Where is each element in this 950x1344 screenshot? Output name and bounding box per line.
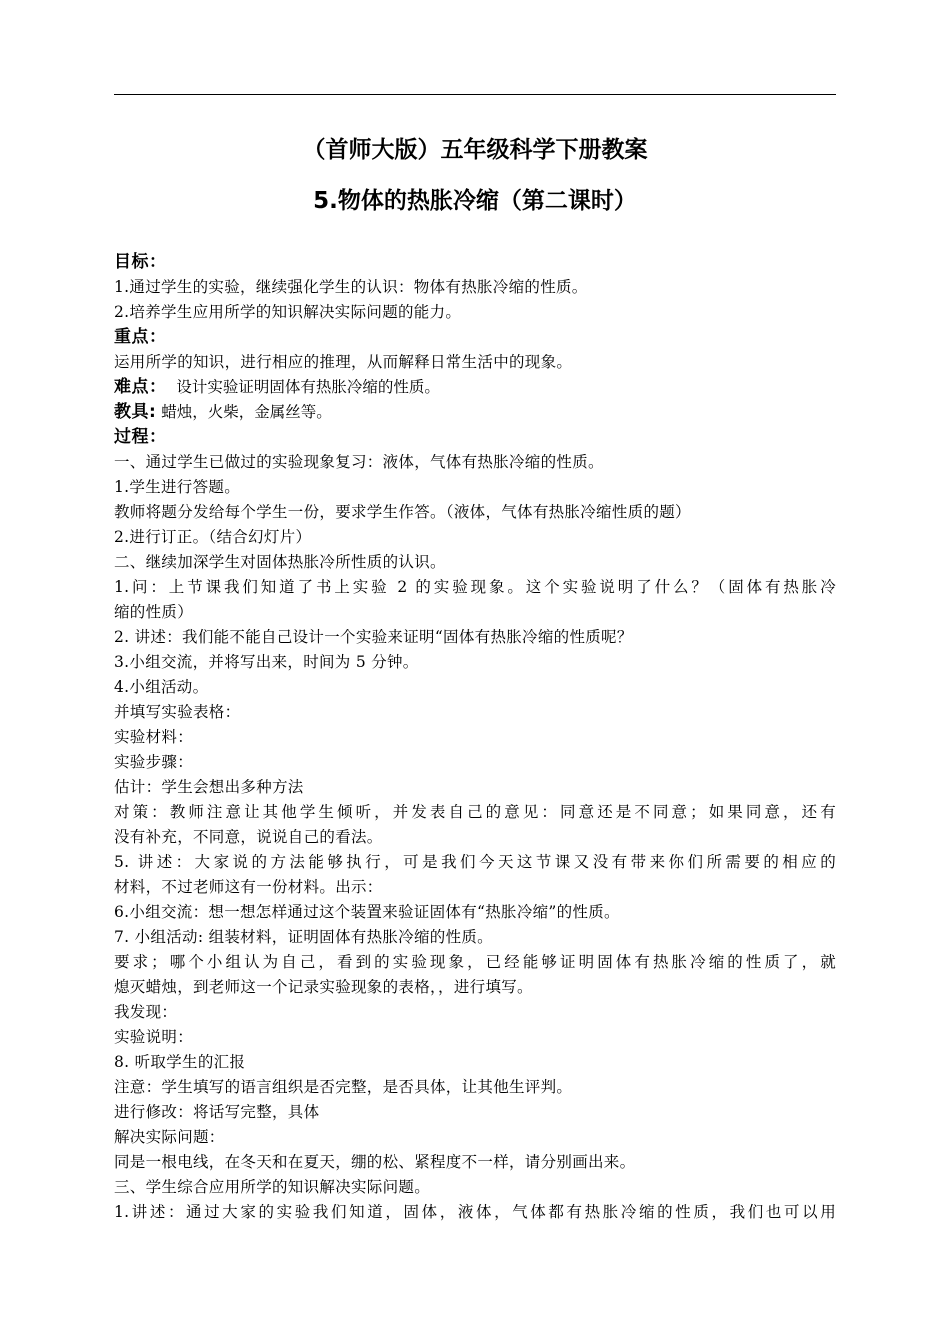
process-line: 3.小组交流，并将写出来，时间为 5 分钟。 [114, 653, 419, 671]
process-line: 材料，不过老师这有一份材料。出示： [114, 878, 383, 896]
process-line: 5. 讲述：大家说的方法能够执行，可是我们今天这节课又没有带来你们所需要的相应的 [114, 853, 836, 871]
process-line: 实验说明： [114, 1028, 194, 1046]
process-line: 三、学生综合应用所学的知识解决实际问题。 [114, 1178, 431, 1196]
process-line: 熄灭蜡烛，到老师这一个记录实验现象的表格，，进行填写。 [114, 978, 533, 996]
process-line: 要求；哪个小组认为自己，看到的实验现象，已经能够证明固体有热胀冷缩的性质了，就 [114, 953, 836, 971]
process-line: 1.学生进行答题。 [114, 478, 240, 496]
document-title: （首师大版）五年级科学下册教案 [302, 137, 648, 163]
process-line: 2.进行订正。（结合幻灯片） [114, 528, 312, 546]
process-line: 4.小组活动。 [114, 678, 209, 696]
lesson-subtitle: 5.物体的热胀冷缩（第二课时） [313, 188, 637, 214]
objective-line: 1.通过学生的实验，继续强化学生的认识：物体有热胀冷缩的性质。 [114, 278, 588, 296]
process-line: 解决实际问题： [114, 1128, 225, 1146]
process-line: 1.问：上节课我们知道了书上实验 2 的实验现象。这个实验说明了什么？（固体有热胀冷 [114, 578, 836, 596]
process-line: 我发现： [114, 1003, 178, 1021]
process-line: 注意：学生填写的语言组织是否完整，是否具体，让其他生评判。 [114, 1078, 573, 1096]
process-line: 估计：学生会想出多种方法 [114, 778, 304, 796]
process-heading-row [114, 425, 836, 450]
materials-heading: 教具: [114, 402, 157, 422]
process-line: 二、继续加深学生对固体热胀冷所性质的认识。 [114, 553, 446, 571]
process-line: 7. 小组活动: 组装材料，证明固体有热胀冷缩的性质。 [114, 928, 493, 946]
objectives-heading-row [114, 250, 836, 275]
difficulties-row [114, 375, 836, 400]
difficulties-heading: 难点： [114, 377, 167, 397]
process-line: 1.讲述：通过大家的实验我们知道，固体，液体，气体都有热胀冷缩的性质，我们也可以用 [114, 1203, 836, 1221]
process-line: 8. 听取学生的汇报 [114, 1053, 246, 1071]
process-line: 缩的性质） [114, 603, 194, 621]
process-lines [114, 450, 836, 1225]
objective-line: 2.培养学生应用所学的知识解决实际问题的能力。 [114, 303, 462, 321]
process-line: 2. 讲述：我们能不能自己设计一个实验来证明“固体有热胀冷缩的性质呢？ [114, 628, 633, 646]
header-rule [114, 94, 836, 95]
process-line: 并填写实验表格： [114, 703, 241, 721]
process-line: 实验材料： [114, 728, 194, 746]
process-line: 实验步骤： [114, 753, 194, 771]
process-line: 同是一根电线，在冬天和在夏天，绷的松、紧程度不一样，请分别画出来。 [114, 1153, 636, 1171]
lesson-body [114, 250, 836, 1225]
process-line: 对策：教师注意让其他学生倾听，并发表自己的意见：同意还是不同意；如果同意，还有 [114, 803, 836, 821]
process-line: 一、通过学生已做过的实验现象复习：液体，气体有热胀冷缩的性质。 [114, 453, 604, 471]
process-heading: 过程： [114, 427, 167, 447]
objectives-heading: 目标： [114, 252, 167, 272]
key-points-heading-row [114, 325, 836, 350]
materials-text: 蜡烛，火柴，金属丝等。 [156, 403, 332, 421]
materials-row [114, 400, 836, 425]
key-point-line: 运用所学的知识，进行相应的推理，从而解释日常生活中的现象。 [114, 353, 573, 371]
difficulties-text: 设计实验证明固体有热胀冷缩的性质。 [166, 378, 440, 396]
process-line: 教师将题分发给每个学生一份，要求学生作答。（液体，气体有热胀冷缩性质的题） [114, 503, 691, 521]
key-points-heading: 重点： [114, 327, 167, 347]
process-line: 进行修改：将话写完整，具体 [114, 1103, 320, 1121]
process-line: 6.小组交流：想一想怎样通过这个装置来验证固体有“热胀冷缩”的性质。 [114, 903, 620, 921]
process-line: 没有补充，不同意，说说自己的看法。 [114, 828, 383, 846]
